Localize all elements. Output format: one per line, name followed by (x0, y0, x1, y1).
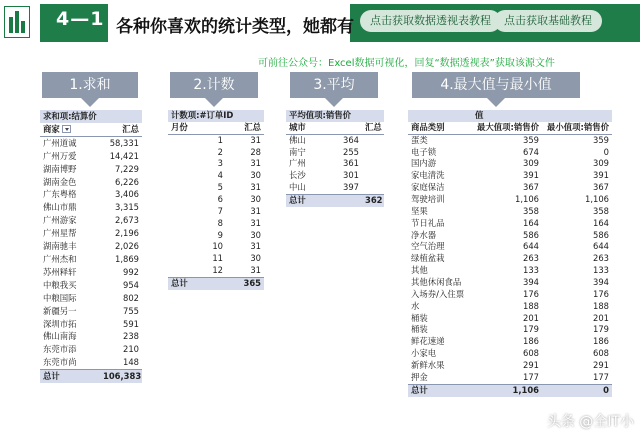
table-cell: 358 (593, 205, 609, 216)
table-row (168, 265, 264, 277)
table-cell (226, 134, 240, 146)
table-row (408, 194, 612, 206)
pivot-table-max-min (408, 110, 612, 397)
table-cell: 湖南驰丰 (43, 241, 77, 252)
table-row (40, 188, 142, 201)
table-row (40, 176, 142, 189)
pivot-header: 计数项:#订单ID (168, 110, 264, 122)
table-row (168, 182, 264, 194)
table-cell: 总计 (286, 195, 340, 207)
table-cell (226, 170, 240, 182)
table-cell: 1,106 (585, 194, 609, 205)
table-cell: 364 (343, 134, 359, 145)
table-row (40, 136, 142, 149)
table-row (168, 170, 264, 182)
table-cell: 0 (542, 384, 612, 396)
table-cell: 391 (523, 170, 539, 181)
table-cell: 家电清洗 (411, 170, 445, 181)
table-cell: 小家电 (411, 348, 437, 359)
table-cell: 30 (250, 170, 262, 181)
table-row (408, 170, 612, 182)
pivot-tutorial-button[interactable]: 点击获取数据透视表教程 (360, 10, 501, 32)
table-cell: 31 (250, 134, 262, 145)
table-row (40, 201, 142, 214)
table-cell: 394 (523, 277, 539, 288)
table-cell: 12 (212, 265, 223, 276)
table-cell: 164 (593, 217, 609, 228)
table-row (168, 241, 264, 253)
table-cell: 2,026 (115, 241, 140, 252)
table-row (168, 158, 264, 170)
table-cell: 3,406 (115, 189, 140, 200)
table-cell: 397 (343, 182, 359, 193)
table-cell: 佛山市鼎 (43, 202, 77, 213)
table-cell: 291 (593, 360, 609, 371)
table-row (40, 214, 142, 227)
arrow-down-icon (487, 98, 505, 107)
table-cell: 6,226 (115, 176, 140, 187)
table-row (40, 330, 142, 343)
table-row (40, 150, 142, 163)
table-row (408, 206, 612, 218)
table-row (168, 218, 264, 230)
table-cell: 广州万爱 (43, 150, 77, 161)
table-cell: 广州道诚 (43, 137, 77, 148)
table-cell: 6 (217, 194, 223, 205)
column-header: 最大值项:销售价 (472, 122, 542, 134)
table-cell: 608 (523, 348, 539, 359)
table-cell: 深圳市拓 (43, 318, 77, 329)
table-row (40, 240, 142, 253)
table-row (408, 265, 612, 277)
table-cell: 255 (343, 146, 359, 157)
table-row (408, 313, 612, 325)
table-row (168, 194, 264, 206)
table-cell: 驾驶培训 (411, 194, 445, 205)
table-row (286, 170, 384, 182)
banner-count: 2.计数 (170, 72, 258, 98)
table-cell: 176 (593, 288, 609, 299)
table-cell: 263 (593, 253, 609, 264)
table-cell: 节日礼品 (411, 217, 445, 228)
table-row (40, 227, 142, 240)
table-cell: 148 (123, 357, 140, 368)
table-cell: 31 (250, 265, 262, 276)
table-cell: 总计 (408, 384, 472, 396)
table-cell: 674 (523, 146, 539, 157)
table-cell: 东莞市尚 (43, 357, 77, 368)
table-cell: 9 (217, 229, 223, 240)
table-cell: 其他 (411, 265, 428, 276)
total-row (40, 370, 142, 383)
table-row (408, 158, 612, 170)
table-cell: 南宁 (289, 146, 306, 157)
table-cell: 28 (250, 146, 262, 157)
table-row (168, 134, 264, 146)
table-cell: 湖南博野 (43, 163, 77, 174)
table-cell: 新鲜水果 (411, 360, 445, 371)
table-cell: 8 (217, 217, 223, 228)
table-cell: 179 (523, 324, 539, 335)
table-row (286, 134, 384, 146)
table-cell (226, 230, 240, 242)
table-cell: 其他休闲食品 (411, 277, 462, 288)
table-cell (362, 147, 384, 159)
table-row (408, 241, 612, 253)
total-row (168, 278, 264, 290)
table-cell: 1 (217, 134, 223, 145)
arrow-down-icon (325, 98, 343, 107)
table-cell: 2,673 (115, 215, 140, 226)
table-cell (226, 241, 240, 253)
basic-tutorial-button[interactable]: 点击获取基础教程 (494, 10, 602, 32)
table-cell: 31 (250, 158, 262, 169)
table-cell: 中山 (289, 182, 306, 193)
table-cell: 176 (523, 288, 539, 299)
table-cell: 7 (217, 205, 223, 216)
table-row (408, 324, 612, 336)
page-title: 各种你喜欢的统计类型，她都有 (116, 17, 354, 37)
table-cell: 201 (593, 312, 609, 323)
table-cell: 608 (593, 348, 609, 359)
table-cell: 361 (343, 158, 359, 169)
table-cell: 广州游家 (43, 215, 77, 226)
table-cell: 3,315 (115, 202, 140, 213)
table-cell: 4 (217, 170, 223, 181)
pivot-table-count (168, 110, 264, 290)
table-cell (226, 158, 240, 170)
table-cell: 广州 (289, 158, 306, 169)
table-cell: 绿植盆栽 (411, 253, 445, 264)
table-cell: 中粮我买 (43, 279, 77, 290)
column-header: 汇总 (240, 122, 264, 134)
table-row (408, 372, 612, 384)
table-cell (226, 206, 240, 218)
column-header: 最小值项:销售价 (542, 122, 612, 134)
table-row (40, 279, 142, 292)
column-header: 汇总 (362, 122, 384, 134)
table-cell: 31 (250, 182, 262, 193)
column-header[interactable]: 商家 (40, 123, 100, 136)
table-cell (226, 253, 240, 265)
table-row (408, 147, 612, 159)
table-row (408, 277, 612, 289)
table-row (168, 230, 264, 242)
table-cell: 总计 (168, 278, 226, 290)
table-cell: 186 (523, 336, 539, 347)
table-row (408, 218, 612, 230)
table-cell: 押金 (411, 371, 428, 382)
banner-max-min: 4.最大值与最小值 (412, 72, 580, 98)
table-cell: 11 (212, 253, 223, 264)
table-cell: 358 (523, 205, 539, 216)
table-cell: 中粮国际 (43, 292, 77, 303)
filter-dropdown-icon[interactable] (62, 125, 71, 133)
table-cell: 净水器 (411, 229, 437, 240)
table-cell: 992 (123, 266, 140, 277)
table-cell: 佛山南海 (43, 331, 77, 342)
table-cell: 湖南金色 (43, 176, 77, 187)
table-cell: 2 (217, 146, 223, 157)
table-cell (226, 194, 240, 206)
table-cell: 802 (123, 292, 140, 303)
table-cell: 133 (593, 265, 609, 276)
table-row (40, 343, 142, 356)
table-cell (226, 265, 240, 277)
table-cell (362, 170, 384, 182)
table-row (40, 356, 142, 369)
table-row (40, 266, 142, 279)
table-cell (226, 218, 240, 230)
table-row (408, 301, 612, 313)
table-cell: 31 (250, 205, 262, 216)
table-cell: 30 (250, 229, 262, 240)
table-cell: 291 (523, 360, 539, 371)
table-row (286, 182, 384, 194)
table-cell: 186 (593, 336, 609, 347)
table-cell: 蛋类 (411, 134, 428, 145)
table-cell: 新疆另一 (43, 305, 77, 316)
total-row (286, 195, 384, 207)
table-cell (362, 182, 384, 194)
table-cell: 188 (593, 300, 609, 311)
table-cell: 263 (523, 253, 539, 264)
table-cell: 广东粤格 (43, 189, 77, 200)
table-row (408, 348, 612, 360)
total-row (408, 384, 612, 396)
table-cell: 177 (523, 371, 539, 382)
table-cell: 家庭保洁 (411, 182, 445, 193)
table-row (408, 230, 612, 242)
table-cell: 30 (250, 194, 262, 205)
table-cell: 179 (593, 324, 609, 335)
table-row (40, 292, 142, 305)
table-cell: 空气治理 (411, 241, 445, 252)
table-cell: 391 (593, 170, 609, 181)
arrow-down-icon (205, 98, 223, 107)
table-cell: 309 (523, 158, 539, 169)
watermark: 头条 @全IT小 (546, 414, 634, 430)
table-cell: 30 (250, 253, 262, 264)
table-cell: 359 (523, 134, 539, 145)
table-cell: 入场券/入住票 (411, 288, 465, 299)
table-cell: 644 (523, 241, 539, 252)
table-cell: 359 (593, 134, 609, 145)
table-cell: 鲜花速递 (411, 336, 445, 347)
table-cell: 1,106 (515, 194, 539, 205)
table-cell: 309 (593, 158, 609, 169)
building-logo-icon (4, 6, 30, 38)
table-cell: 佛山 (289, 134, 306, 145)
title-box (108, 4, 354, 42)
table-cell: 188 (523, 300, 539, 311)
table-cell: 10 (212, 241, 223, 252)
table-cell: 133 (523, 265, 539, 276)
table-cell (340, 195, 362, 207)
banner-average: 3.平均 (290, 72, 378, 98)
table-cell: 210 (123, 344, 140, 355)
table-row (168, 253, 264, 265)
table-cell: 367 (523, 182, 539, 193)
table-cell: 367 (593, 182, 609, 193)
pivot-header: 求和项:结算价 (40, 110, 142, 123)
column-header: 月份 (168, 122, 240, 134)
table-row (408, 289, 612, 301)
table-row (168, 147, 264, 159)
column-header: 城市 (286, 122, 340, 134)
table-row (286, 147, 384, 159)
table-cell (362, 134, 384, 146)
table-cell: 394 (593, 277, 609, 288)
column-header: 商品类别 (408, 122, 472, 134)
table-cell: 755 (123, 305, 140, 316)
table-cell: 301 (343, 170, 359, 181)
pivot-header: 值 (472, 110, 612, 122)
header-bar (0, 0, 640, 46)
table-cell: 3 (217, 158, 223, 169)
table-cell: 1,869 (115, 253, 140, 264)
arrow-down-icon (81, 98, 99, 107)
table-cell: 国内游 (411, 158, 437, 169)
table-cell: 591 (123, 318, 140, 329)
table-row (40, 163, 142, 176)
column-header (340, 122, 362, 134)
table-cell: 238 (123, 331, 140, 342)
table-row (408, 134, 612, 146)
table-cell: 东莞市添 (43, 344, 77, 355)
table-cell (226, 182, 240, 194)
table-row (286, 158, 384, 170)
table-cell: 164 (523, 217, 539, 228)
table-cell: 7,229 (115, 163, 140, 174)
pivot-table-average (286, 110, 384, 207)
table-cell: 桶装 (411, 312, 428, 323)
table-cell: 广州杰和 (43, 253, 77, 264)
column-header: 汇总 (100, 123, 142, 136)
table-cell: 电子锁 (411, 146, 437, 157)
table-row (408, 182, 612, 194)
table-row (408, 253, 612, 265)
pivot-header: 平均值项:销售价 (286, 110, 384, 122)
table-cell: 广州星帮 (43, 228, 77, 239)
table-row (408, 336, 612, 348)
table-cell: 31 (250, 217, 262, 228)
table-cell: 177 (593, 371, 609, 382)
table-cell: 1,106 (472, 384, 542, 396)
table-cell: 954 (123, 279, 140, 290)
table-cell: 坚果 (411, 205, 428, 216)
table-cell: 31 (250, 241, 262, 252)
section-number: 4—1 (56, 8, 105, 30)
pivot-table-sum (40, 110, 142, 383)
table-row (168, 206, 264, 218)
table-cell: 长沙 (289, 170, 306, 181)
source-file-notice: 可前往公众号：Excel数据可视化，回复“数据透视表”获取该源文件 (258, 58, 555, 69)
table-cell: 365 (240, 278, 264, 290)
table-cell: 总计 (40, 370, 100, 383)
table-cell (226, 278, 240, 290)
table-row (408, 360, 612, 372)
table-cell: 桶装 (411, 324, 428, 335)
table-cell: 2,196 (115, 228, 140, 239)
table-cell: 0 (603, 146, 609, 157)
table-cell: 644 (593, 241, 609, 252)
table-cell: 58,331 (109, 137, 140, 148)
table-cell: 586 (593, 229, 609, 240)
table-row (40, 305, 142, 318)
table-cell: 106,383 (100, 370, 142, 383)
table-cell (226, 147, 240, 159)
table-row (40, 318, 142, 331)
table-cell: 586 (523, 229, 539, 240)
table-row (40, 253, 142, 266)
banner-sum: 1.求和 (42, 72, 138, 98)
table-cell: 362 (362, 195, 384, 207)
table-cell: 5 (217, 182, 223, 193)
table-cell: 14,421 (109, 150, 140, 161)
table-cell (362, 158, 384, 170)
table-cell: 201 (523, 312, 539, 323)
table-cell: 苏州释轩 (43, 266, 77, 277)
table-cell: 水 (411, 300, 420, 311)
